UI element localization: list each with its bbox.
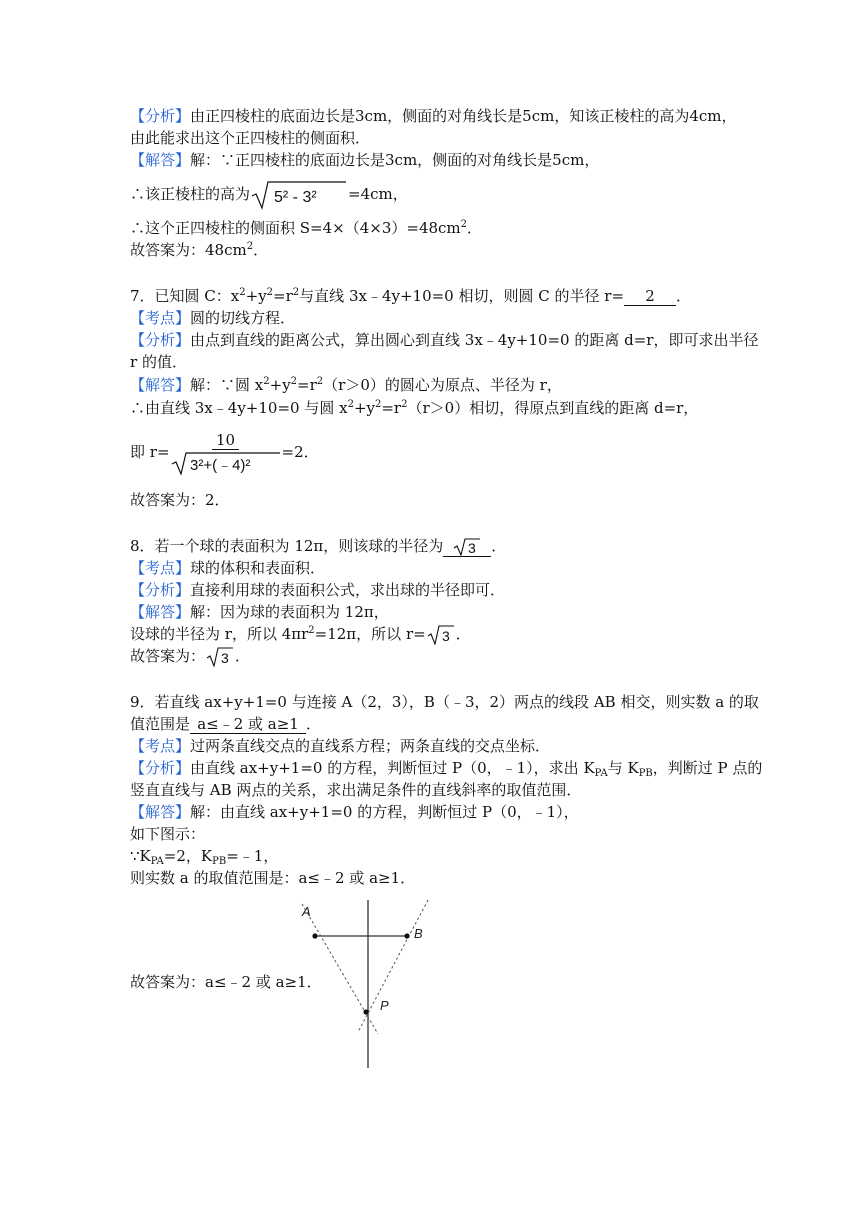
radicand: 3 bbox=[468, 540, 477, 556]
q7-solution-line-2: ∴由直线 3x﹣4y+10=0 与圆 $x^2+y^2=r^2(r>0)$相切，得原点到直线的距离 d=r， bbox=[130, 399, 699, 417]
point-p-label: P bbox=[380, 998, 389, 1013]
point-a-dot bbox=[312, 933, 317, 938]
radical-sign bbox=[426, 625, 456, 645]
analysis-tag: 【分析】 bbox=[130, 759, 191, 777]
radicand: 3 bbox=[221, 650, 229, 666]
q9-analysis-line-2: 竖直直线与 AB 两点的关系，求出满足条件的直线斜率的取值范围． bbox=[130, 781, 582, 799]
q8-final-answer: 故答案为： 3 ． bbox=[130, 647, 251, 666]
topic-tag: 【考点】 bbox=[130, 737, 191, 755]
q8-stem: 8．若一个球的表面积为 12π，则该球的半径为 3 ． bbox=[130, 537, 507, 556]
point-b-dot bbox=[404, 933, 409, 938]
q6-solution-line-1: 【解答】解：∵正四棱柱的底面边长是3cm，侧面的对角线长是5cm， bbox=[130, 151, 600, 169]
fraction-numerator: 10 bbox=[212, 431, 239, 450]
q9-analysis-line-1: 【分析】由直线 ax+y+1=0 的方程，判断恒过 P（0，﹣1），求出 $K_{PA}$与 $K_{PB}$，判断过 P 点的 bbox=[130, 759, 763, 779]
q9-stem-line-2: 值范围是 a≤﹣2 或 a≥1 ． bbox=[130, 715, 322, 733]
answer-blank bbox=[443, 537, 491, 557]
answer-blank: 2 bbox=[624, 288, 676, 306]
fraction bbox=[170, 431, 282, 475]
radicand: 5² - 3² bbox=[274, 189, 317, 206]
point-p-dot bbox=[363, 1009, 368, 1014]
q9-stem-line-1: 9．若直线 ax+y+1=0 与连接 A（2，3），B（﹣3，2）两点的线段 AB 相交，则实数 a 的取 bbox=[130, 693, 759, 711]
analysis-tag: 【分析】 bbox=[130, 331, 191, 349]
q7-analysis-line-2: r 的值． bbox=[130, 353, 187, 371]
q9-solution-line-4: 则实数 a 的取值范围是：a≤﹣2 或 a≥1． bbox=[130, 869, 416, 887]
q6-final-answer: 故答案为：$48cm^2$． bbox=[130, 241, 269, 259]
q6-analysis-line-2: 由此能求出这个正四棱柱的侧面积． bbox=[130, 129, 371, 147]
answer-tag: 【解答】 bbox=[130, 603, 191, 621]
answer-blank: a≤﹣2 或 a≥1 bbox=[190, 716, 306, 734]
q9-line-figure bbox=[296, 896, 436, 1072]
q7-stem: 7．已知圆 C：$x^2+y^2=r^2$与直线 3x﹣4y+10=0 相切，则圆 C 的半径 r= 2 ． bbox=[130, 287, 692, 305]
point-b-label: B bbox=[414, 926, 423, 941]
point-a-label: A bbox=[302, 904, 311, 919]
q6-height-line: ∴该正棱柱的高为 5² - 3² =4cm， bbox=[130, 180, 408, 210]
q8-solution-line-1: 【解答】解：因为球的表面积为 12π， bbox=[130, 603, 389, 621]
q6-area-line: ∴这个正四棱柱的侧面积 $S=4\times(4\times 3)=48cm^2$． bbox=[130, 219, 483, 237]
radical-sign bbox=[170, 451, 282, 475]
q8-analysis: 【分析】直接利用球的表面积公式，求出球的半径即可． bbox=[130, 581, 506, 599]
answer-tag: 【解答】 bbox=[130, 376, 191, 394]
radical-sign bbox=[205, 647, 235, 667]
q9-solution-line-1: 【解答】解：由直线 ax+y+1=0 的方程，判断恒过 P（0，﹣1）， bbox=[130, 803, 579, 821]
radical-sign bbox=[452, 538, 482, 556]
analysis-tag: 【分析】 bbox=[130, 581, 191, 599]
q9-solution-line-2: 如下图示： bbox=[130, 825, 206, 843]
q9-solution-line-3: $\because K_{PA}=2$，$K_{PB}=﹣1$， bbox=[130, 847, 279, 867]
q7-analysis-line-1: 【分析】由点到直线的距离公式，算出圆心到直线 3x﹣4y+10=0 的距离 d=r，即可求出半径 bbox=[130, 331, 759, 349]
q9-final-answer: 故答案为：a≤﹣2 或 a≥1． bbox=[130, 973, 322, 991]
answer-tag: 【解答】 bbox=[130, 803, 191, 821]
topic-tag: 【考点】 bbox=[130, 559, 191, 577]
radicand: 3 bbox=[441, 628, 450, 644]
q8-topic: 【考点】球的体积和表面积． bbox=[130, 559, 326, 577]
q9-topic: 【考点】过两条直线交点的直线系方程；两条直线的交点坐标． bbox=[130, 737, 551, 755]
radical-sign bbox=[250, 180, 348, 210]
q6-analysis-line-1: 【分析】由正四棱柱的底面边长是3cm，侧面的对角线长是5cm，知该正棱柱的高为4cm， bbox=[130, 107, 737, 125]
analysis-tag: 【分析】 bbox=[130, 107, 191, 125]
answer-tag: 【解答】 bbox=[130, 151, 191, 169]
q7-final-answer: 故答案为：2． bbox=[130, 491, 230, 509]
q7-solution-line-3: 即 r= $\frac{10}{\text{3²+(﹣4)²}}$ =2． bbox=[130, 431, 319, 474]
q7-topic: 【考点】圆的切线方程． bbox=[130, 309, 296, 327]
topic-tag: 【考点】 bbox=[130, 309, 191, 327]
radicand: 3²+(﹣4)² bbox=[189, 457, 250, 474]
q8-solution-line-2: 设球的半径为 r，所以 $4\pi r^2=12\pi$，所以 r= 3 ． bbox=[130, 625, 471, 644]
q7-solution-line-1: 【解答】解：∵圆 $x^2+y^2=r^2(r>0)$的圆心为原点、半径为 r， bbox=[130, 376, 562, 394]
